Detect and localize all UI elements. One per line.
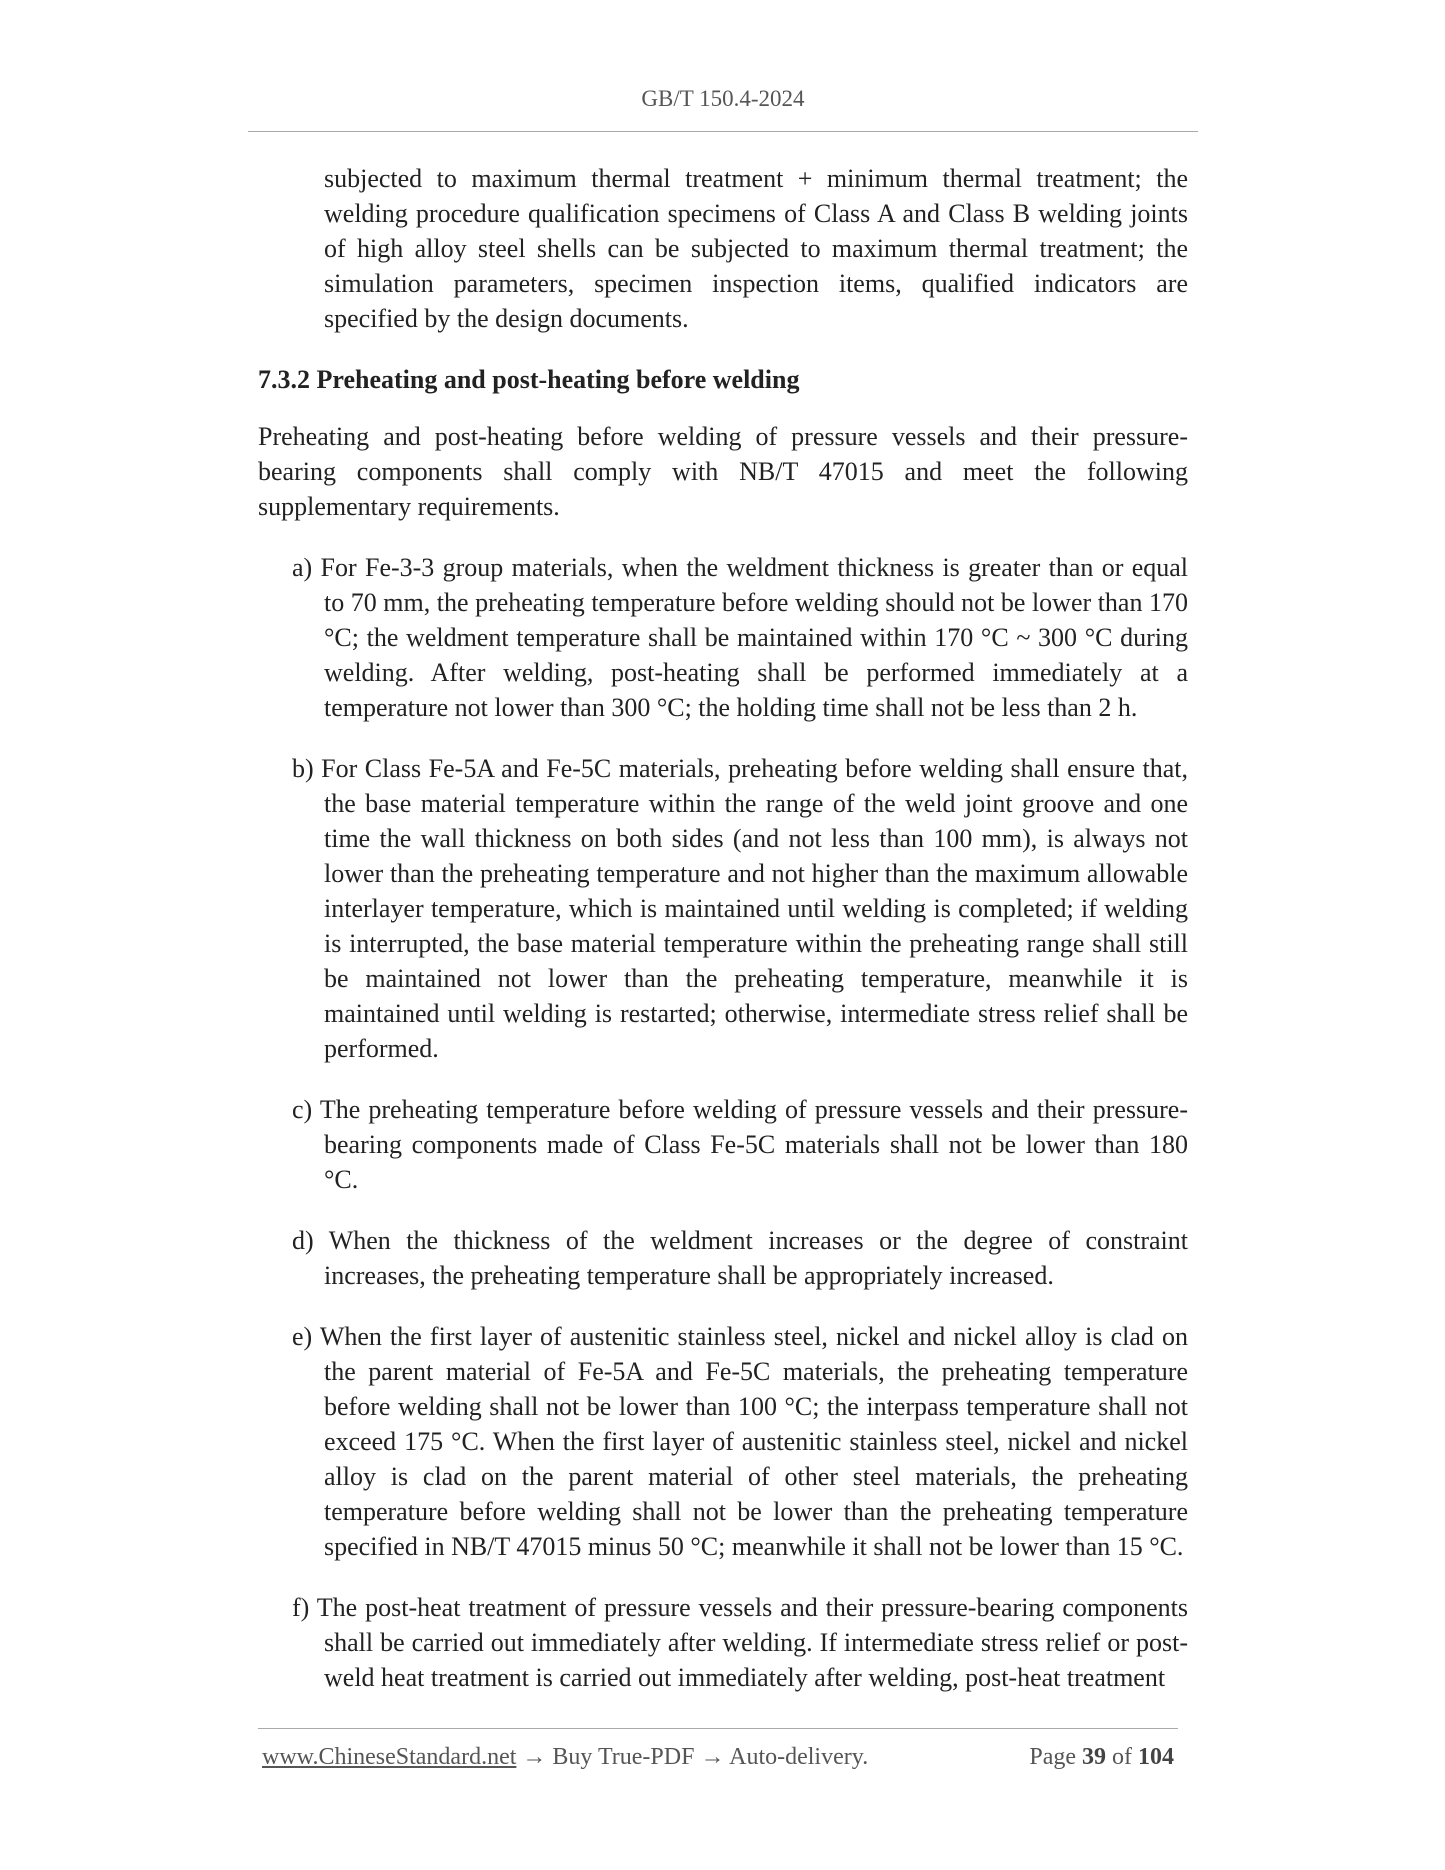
footer-tagline: → Buy True-PDF → Auto-delivery. [516, 1744, 869, 1770]
footer-divider [258, 1728, 1178, 1729]
total-pages: 104 [1138, 1744, 1174, 1770]
header-divider [248, 131, 1198, 132]
intro-paragraph: Preheating and post-heating before welding of pressure vessels and their pressure-bearing components shall comply with NB/T 47015 and meet the following supplementary requirements. [258, 422, 1188, 521]
list-item-d: d) When the thickness of the weldment increases or the degree of constraint increases, the preheating temperature shall be appropriately increased. [292, 1226, 1188, 1290]
document-header: GB/T 150.4-2024 [641, 86, 805, 111]
continuation-paragraph: subjected to maximum thermal treatment + minimum thermal treatment; the welding procedure qualification specimens of Class A and Class B welding joints of high alloy steel shells can be subjected to maximum thermal treatment; the simulation parameters, specimen inspection items, qualified indicators are specified by the design documents. [324, 164, 1188, 333]
list-item-a: a) For Fe-3-3 group materials, when the weldment thickness is greater than or equal to 70 mm, the preheating temperature before welding should not be lower than 170 °C; the weldment temperature shall be maintained within 170 °C ~ 300 °C during welding. After welding, post-heating shall be performed immediately at a temperature not lower than 300 °C; the holding time shall not be less than 2 h. [292, 553, 1188, 722]
footer-promo [262, 1744, 868, 1771]
page-indicator [1029, 1744, 1174, 1771]
page-word: Page [1029, 1744, 1076, 1770]
of-word: of [1112, 1744, 1132, 1770]
page-number: 39 [1082, 1744, 1106, 1770]
list-item-b: b) For Class Fe-5A and Fe-5C materials, preheating before welding shall ensure that, the base material temperature within the range of the weld joint groove and one time the wall thickness on both sides (and not less than 100 mm), is always not lower than the preheating temperature and not higher than the maximum allowable interlayer temperature, which is maintained until welding is completed; if welding is interrupted, the base material temperature within the preheating range shall still be maintained not lower than the preheating temperature, meanwhile it is maintained until welding is restarted; otherwise, intermediate stress relief shall be performed. [292, 754, 1188, 1063]
section-heading: 7.3.2 Preheating and post-heating before welding [258, 365, 800, 394]
page-content [258, 161, 1188, 1695]
website-link[interactable]: www.ChineseStandard.net [262, 1744, 517, 1770]
list-item-c: c) The preheating temperature before welding of pressure vessels and their pressure-bearing components made of Class Fe-5C materials shall not be lower than 180 °C. [292, 1095, 1188, 1194]
list-item-f: f) The post-heat treatment of pressure vessels and their pressure-bearing components shall be carried out immediately after welding. If intermediate stress relief or post-weld heat treatment is carried out immediately after welding, post-heat treatment [292, 1593, 1188, 1692]
list-item-e: e) When the first layer of austenitic stainless steel, nickel and nickel alloy is clad on the parent material of Fe-5A and Fe-5C materials, the preheating temperature before welding shall not be lower than 100 °C; the interpass temperature shall not exceed 175 °C. When the first layer of austenitic stainless steel, nickel and nickel alloy is clad on the parent material of other steel materials, the preheating temperature before welding shall not be lower than the preheating temperature specified in NB/T 47015 minus 50 °C; meanwhile it shall not be lower than 15 °C. [292, 1322, 1188, 1561]
